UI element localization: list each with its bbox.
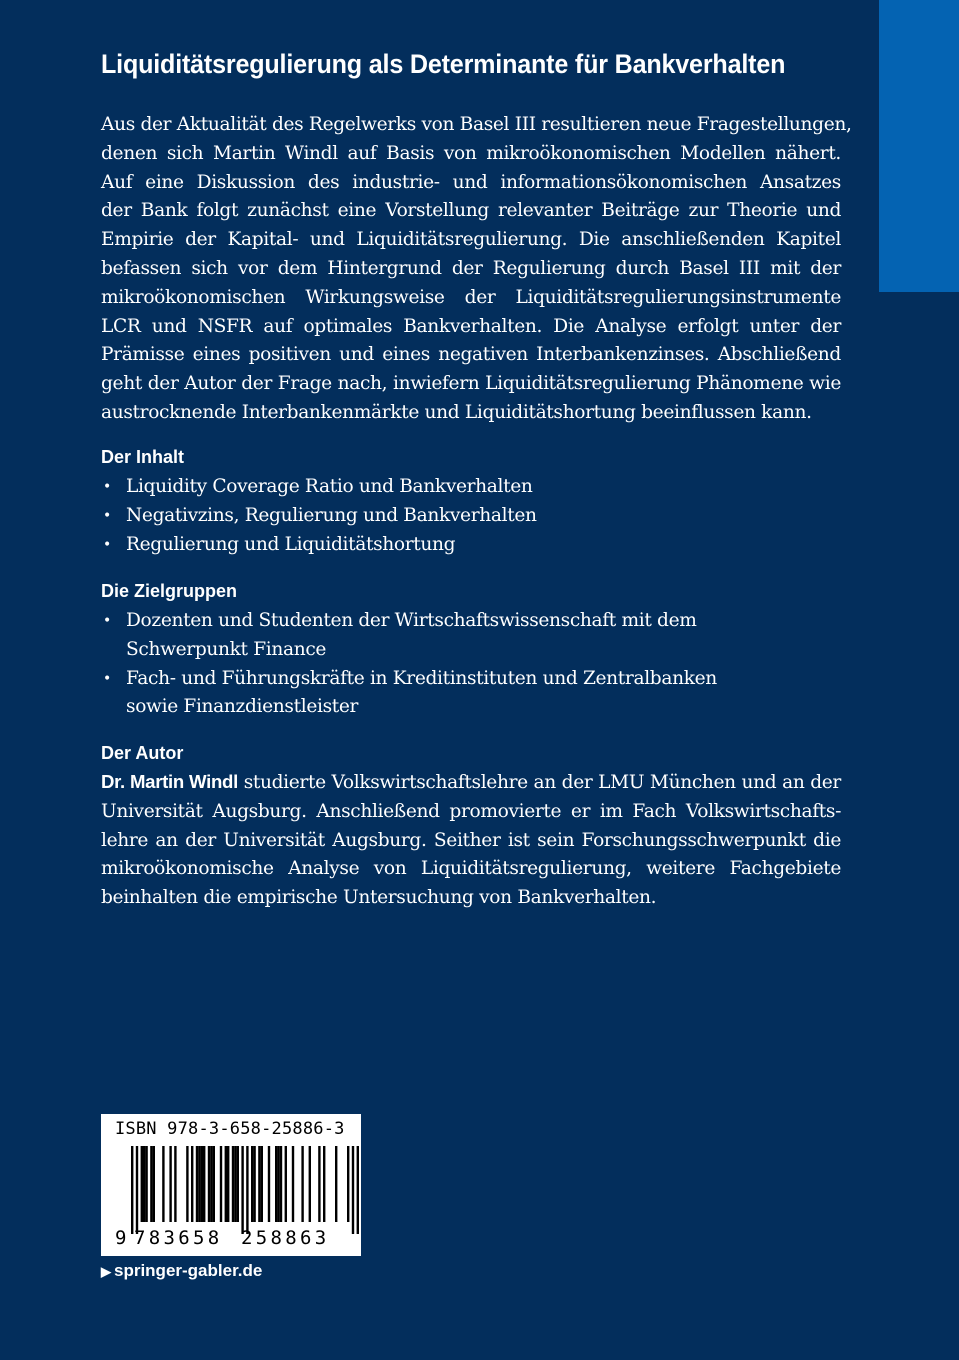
barcode-digits-left: 783658 <box>134 1227 223 1249</box>
barcode-bar <box>143 1146 145 1222</box>
barcode-bar <box>347 1146 349 1222</box>
blurb-line: mikroökonomischen Wirkungsweise der Liquiditätsregulierungsinstrumente <box>101 286 841 308</box>
barcode-bar <box>280 1146 282 1222</box>
barcode-bar <box>275 1146 277 1222</box>
website-text: springer-gabler.de <box>114 1261 263 1280</box>
book-title: Liquiditätsregulierung als Determinante für Bankverhalten <box>101 49 786 79</box>
zielgruppen-item <box>101 665 841 723</box>
zielgruppen-item-line: Fach- und Führungskräfte in Kreditinstituten und Zentralbanken <box>126 667 717 689</box>
barcode-bar <box>225 1146 227 1222</box>
blurb-line: Empirie der Kapital- und Liquiditätsregulierung. Die anschließenden Kapitel <box>101 229 841 251</box>
autor-paragraph <box>101 768 841 913</box>
barcode-bar <box>232 1146 234 1222</box>
bullet-icon: • <box>103 479 111 495</box>
blurb-line: befassen sich vor dem Hintergrund der Regulierung durch Basel III mit der <box>101 257 841 279</box>
zielgruppen-list <box>101 607 841 722</box>
bullet-icon: • <box>103 670 111 687</box>
barcode-bar <box>241 1146 243 1234</box>
blurb-line: geht der Autor der Frage nach, inwiefern Liquiditätsregulierung Phänomene wie <box>101 373 841 395</box>
autor-line-text: studierte Volkswirtschaftslehre an der LMU München und an der <box>237 772 841 793</box>
inhalt-list <box>101 473 841 559</box>
barcode-bar <box>352 1146 354 1234</box>
zielgruppen-item <box>101 607 841 665</box>
barcode-bar <box>251 1146 253 1222</box>
barcode-bar <box>145 1146 147 1222</box>
zielgruppen-heading: Die Zielgruppen <box>101 581 238 601</box>
bullet-icon: • <box>103 536 111 553</box>
barcode-bar <box>234 1146 236 1222</box>
zielgruppen-item-line: sowie Finanzdienstleister <box>126 696 359 718</box>
barcode-bar <box>227 1146 229 1222</box>
barcode-bar <box>196 1146 198 1222</box>
blurb-paragraph <box>101 111 852 428</box>
zielgruppen-item-line: Schwerpunkt Finance <box>126 638 327 660</box>
barcode-bar <box>186 1146 188 1222</box>
barcode-bar <box>191 1146 193 1222</box>
barcode-bar <box>153 1146 155 1222</box>
inhalt-item-text: Regulierung und Liquiditätshortung <box>126 533 456 555</box>
blurb-line: Aus der Aktualität des Regelwerks von Basel III resultieren neue Fragestellungen, <box>101 114 852 135</box>
barcode-bar <box>237 1146 239 1222</box>
barcode-bar <box>301 1146 303 1222</box>
barcode-digits-right: 258863 <box>241 1227 330 1249</box>
barcode-bar <box>253 1146 255 1222</box>
barcode-bar <box>220 1146 222 1222</box>
barcode-bar <box>141 1146 143 1222</box>
autor-line: Universität Augsburg. Anschließend promovierte er im Fach Volkswirtschafts- <box>101 800 841 822</box>
blurb-line: Prämisse eines positiven und eines negativen Interbankenzinses. Abschließend <box>101 344 841 366</box>
inhalt-item-text: Negativzins, Regulierung und Bankverhalten <box>126 504 537 526</box>
autor-line: beinhalten die empirische Untersuchung von Bankverhalten. <box>101 887 657 909</box>
barcode-bar <box>357 1146 359 1234</box>
blurb-line: der Bank folgt zunächst eine Vorstellung relevanter Beiträge zur Theorie und <box>101 200 841 222</box>
blurb-line: LCR und NSFR auf optimales Bankverhalten. Die Analyse erfolgt unter der <box>101 315 841 337</box>
barcode-bar <box>309 1146 311 1222</box>
inhalt-heading: Der Inhalt <box>101 447 185 467</box>
barcode-bar <box>292 1146 294 1222</box>
barcode-digit-first: 9 <box>115 1227 127 1249</box>
barcode-bar <box>323 1146 325 1222</box>
inhalt-item <box>101 502 841 531</box>
barcode-bar <box>268 1146 270 1222</box>
barcode-bar <box>277 1146 279 1222</box>
bullet-icon: • <box>103 613 111 629</box>
isbn-barcode <box>101 1114 361 1256</box>
autor-line: lehre an der Universität Augsburg. Seither ist sein Forschungsschwerpunkt die <box>101 829 841 851</box>
barcode-bar <box>335 1146 337 1222</box>
barcode-bar <box>162 1146 164 1222</box>
inhalt-item <box>101 531 841 560</box>
barcode-bar <box>213 1146 215 1222</box>
autor-heading: Der Autor <box>101 743 184 763</box>
barcode-bar <box>174 1146 176 1222</box>
bullet-icon: • <box>103 507 111 524</box>
barcode-bar <box>285 1146 287 1222</box>
barcode-bar <box>131 1146 133 1234</box>
autor-line <box>101 768 841 798</box>
barcode-bar <box>150 1146 152 1222</box>
zielgruppen-item-line: Dozenten und Studenten der Wirtschaftswissenschaft mit dem <box>126 610 697 631</box>
author-name: Dr. Martin Windl <box>101 771 238 792</box>
isbn-label: ISBN 978-3-658-25886-3 <box>115 1119 345 1139</box>
cover-accent-tab <box>879 0 959 292</box>
barcode-bar <box>201 1146 203 1222</box>
barcode-bar <box>246 1146 248 1234</box>
barcode-bar <box>136 1146 138 1234</box>
barcode-bar <box>318 1146 320 1222</box>
barcode-bar <box>261 1146 263 1222</box>
blurb-line: Auf eine Diskussion des industrie- und informationsökonomischen Ansatzes <box>101 171 841 193</box>
barcode-bar <box>198 1146 200 1222</box>
barcode-bar <box>203 1146 205 1222</box>
publisher-website[interactable] <box>101 1261 262 1281</box>
barcode-bar <box>210 1146 212 1222</box>
triangle-arrow-icon: ▶ <box>101 1264 111 1279</box>
autor-line: mikroökonomische Analyse von Liquiditätsregulierung, weitere Fachgebiete <box>101 858 841 880</box>
blurb-line: austrocknende Interbankenmärkte und Liquiditätshortung beeinflussen kann. <box>101 401 812 423</box>
barcode-bar <box>258 1146 260 1222</box>
barcode-bar <box>169 1146 171 1222</box>
inhalt-item <box>101 473 841 502</box>
barcode-bar <box>208 1146 210 1222</box>
inhalt-item-text: Liquidity Coverage Ratio und Bankverhalten <box>126 476 533 497</box>
blurb-line: denen sich Martin Windl auf Basis von mikroökonomischen Modellen nähert. <box>101 142 841 164</box>
